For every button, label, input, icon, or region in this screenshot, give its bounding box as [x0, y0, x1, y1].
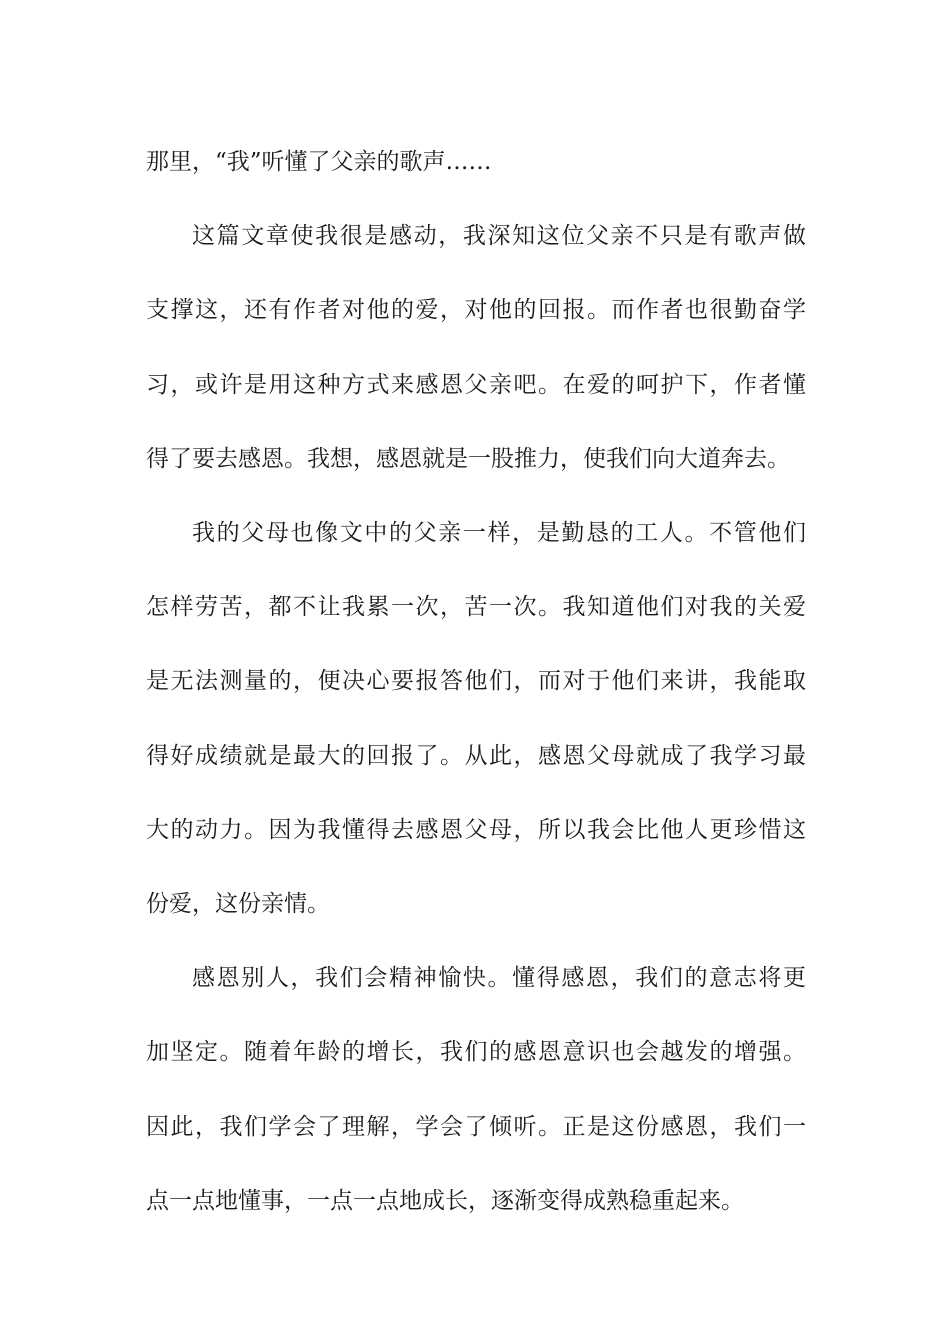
text-line: 支撑这，还有作者对他的爱，对他的回报。而作者也很勤奋学 [146, 297, 806, 324]
text-line: 这篇文章使我很是感动，我深知这位父亲不只是有歌声做 [192, 223, 806, 250]
text-line: 因此，我们学会了理解，学会了倾听。正是这份感恩，我们一 [146, 1113, 806, 1140]
text-line: 份爱，这份亲情。 [146, 891, 330, 918]
paragraph-4 [146, 941, 806, 1238]
paragraph-2 [146, 199, 806, 496]
text-line: 那里，“我”听懂了父亲的歌声…… [146, 149, 492, 175]
text-line: 大的动力。因为我懂得去感恩父母，所以我会比他人更珍惜这 [146, 816, 806, 843]
text-line: 感恩别人，我们会精神愉快。懂得感恩，我们的意志将更 [192, 965, 806, 992]
text-line: 得了要去感恩。我想，感恩就是一股推力，使我们向大道奔去。 [146, 445, 790, 472]
document-body [146, 125, 806, 1238]
text-line: 点一点地懂事，一点一点地成长，逐渐变得成熟稳重起来。 [146, 1187, 744, 1214]
paragraph-3 [146, 496, 806, 941]
text-line: 加坚定。随着年龄的增长，我们的感恩意识也会越发的增强。 [146, 1039, 806, 1066]
paragraph-1 [146, 125, 806, 199]
text-line: 我的父母也像文中的父亲一样，是勤恳的工人。不管他们 [192, 520, 806, 547]
text-line: 习，或许是用这种方式来感恩父亲吧。在爱的呵护下，作者懂 [146, 371, 806, 398]
text-line: 怎样劳苦，都不让我累一次，苦一次。我知道他们对我的关爱 [146, 594, 806, 621]
text-line: 是无法测量的，便决心要报答他们，而对于他们来讲，我能取 [146, 668, 806, 695]
text-line: 得好成绩就是最大的回报了。从此，感恩父母就成了我学习最 [146, 742, 806, 769]
